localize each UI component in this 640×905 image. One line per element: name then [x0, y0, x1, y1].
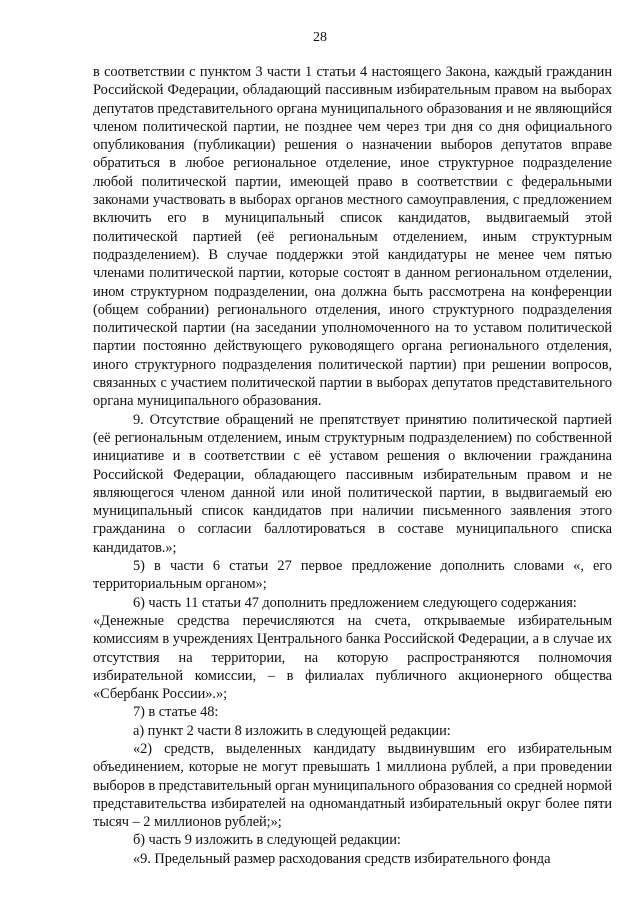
paragraph-quote-point-2: «2) средств, выделенных кандидату выдвинувшим его избирательным объединением, которые не могут превышать 1 миллиона рублей, а при проведении выборов в представительный орган муниципального образования со средней нормой представительства избирателей на одномандатный избирательный округ более пяти тысяч – 2 миллионов рублей;»;: [93, 740, 612, 831]
paragraph-quote-point-9: «9. Предельный размер расходования средств избирательного фонда: [133, 850, 551, 867]
page-number: 28: [313, 30, 327, 45]
paragraph-continuation: в соответствии с пунктом 3 части 1 статьи 4 настоящего Закона, каждый гражданин Российской Федерации, обладающий пассивным избирательным правом на выборах депутатов представительного органа муниципального образования и не являющийся членом политической партии, не позднее чем через три дня со дня официального опубликования (публикации) решения о назначении выборов депутатов вправе обратиться в любое региональное отделение, иное структурное подразделение любой политической партии, имеющей право в соответствии с федеральными законами участвовать в выборах органов местного самоуправления, с предложением включить его в муниципальный список кандидатов, выдвигаемый этой политической партией (её региональным отделением, иным структурным подразделением). В случае поддержки этой кандидатуры не менее чем пятью членами политической партии, которые состоят в данном региональном отделении, ином структурном подразделении, она должна быть рассмотрена на конференции (общем собрании) регионального отделения, иного структурного подразделения политической партии (на заседании уполномоченного на то уставом политической партии постоянно действующего руководящего органа регионального отделения, иного структурного подразделения политической партии) при решении вопросов, связанных с участием политической партии в выборах депутатов представительного органа муниципального образования.: [93, 64, 612, 410]
paragraph-item-7: 7) в статье 48:: [133, 704, 219, 721]
paragraph-subitem-a: а) пункт 2 части 8 изложить в следующей редакции:: [133, 722, 451, 739]
paragraph-item-9: 9. Отсутствие обращений не препятствует принятию политической партией (её региональным отделением, иным структурным подразделением) по собственной инициативе и в соответствии с её уставом решения о включении гражданина Российской Федерации, обладающего пассивным избирательным правом и не являющегося членом данной или иной политической партии, в выдвигаемый ею муниципальный список кандидатов при наличии письменного заявления этого гражданина о согласии баллотироваться в составе муниципального списка кандидатов.»;: [93, 411, 612, 556]
paragraph-item-5: 5) в части 6 статьи 27 первое предложение дополнить словами «, его территориальным органом»;: [93, 558, 612, 593]
paragraph-quote-funds: «Денежные средства перечисляются на счета, открываемые избирательным комиссиям в учреждениях Центрального банка Российской Федерации, а в случае их отсутствия на территории, на которую распространяются полномочия избирательной комиссии, – в филиалах публичного акционерного общества «Сбербанк России».»;: [93, 612, 612, 703]
paragraph-item-6: 6) часть 11 статьи 47 дополнить предложением следующего содержания:: [133, 594, 577, 611]
document-body: [93, 63, 612, 868]
paragraph-subitem-b: б) часть 9 изложить в следующей редакции:: [133, 832, 401, 849]
